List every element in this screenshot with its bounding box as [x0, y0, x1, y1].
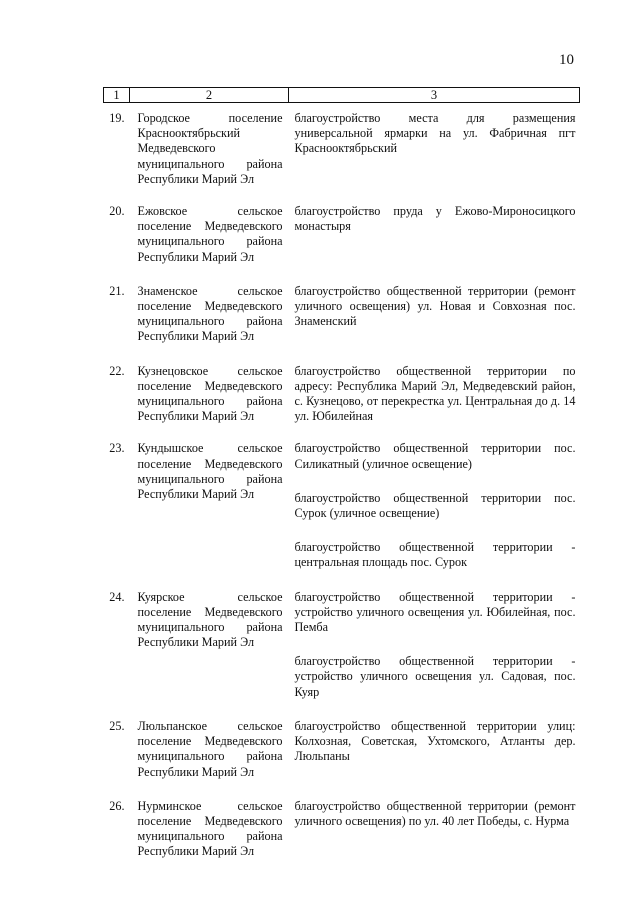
row-number: 22.	[109, 363, 125, 378]
settlement-name: Знаменское сельское поселение Медведевского муниципального района Республики Марий Эл	[137, 283, 283, 344]
work-description: благоустройство общественной территории (ремонт уличного освещения) ул. Новая и Совхозная пос. Знаменский	[294, 283, 576, 329]
work-description: благоустройство общественной территории (ремонт уличного освещения) по ул. 40 лет Победы, с. Нурма	[294, 798, 576, 828]
page-number: 10	[559, 52, 574, 68]
work-description-cell	[289, 571, 580, 700]
work-description: благоустройство общественной территории улиц: Колхозная, Советская, Ухтомского, Атланты дер. Люльпаны	[294, 718, 576, 764]
row-number: 23.	[109, 441, 125, 456]
row-number: 19.	[109, 111, 125, 125]
settlement-name: Куярское сельское поселение Медведевского муниципального района Республики Марий Эл	[137, 589, 283, 650]
work-description-cell	[289, 265, 580, 345]
table-header-row	[104, 88, 580, 103]
table-row	[104, 780, 580, 860]
work-description: благоустройство общественной территории - центральная площадь пос. Сурок	[294, 540, 576, 570]
row-number: 21.	[109, 283, 125, 298]
header-col-1: 1	[104, 88, 130, 103]
table-row	[104, 424, 580, 570]
work-description: благоустройство общественной территории по адресу: Республика Марий Эл, Медведевский район, с. Кузнецово, от перекрестка ул. Центральная до д. 14 ул. Юбилейная	[294, 363, 576, 424]
settlement-name: Городское поселение Краснооктябрьский Медведевского муниципального района Республики Марий Эл	[137, 111, 283, 186]
work-description: благоустройство пруда у Ежово-Мироносицкого монастыря	[294, 204, 576, 234]
table-row	[104, 345, 580, 425]
work-description: благоустройство места для размещения универсальной ярмарки на ул. Фабричная пгт Краснооктябрьский	[294, 111, 576, 156]
row-number: 20.	[109, 204, 125, 219]
settlement-name: Кундышское сельское поселение Медведевского муниципального района Республики Марий Эл	[137, 441, 283, 502]
settlements-table	[103, 87, 580, 860]
table-row	[104, 700, 580, 780]
table-row	[104, 187, 580, 265]
header-col-2: 2	[130, 88, 289, 103]
row-number: 25.	[109, 718, 125, 733]
work-description-cell	[289, 187, 580, 265]
settlement-name: Люльпанское сельское поселение Медведевского муниципального района Республики Марий Эл	[137, 718, 283, 779]
work-description-cell	[289, 700, 580, 780]
row-number: 26.	[109, 798, 125, 813]
work-description-cell	[289, 103, 580, 188]
settlement-name: Нурминское сельское поселение Медведевского муниципального района Республики Марий Эл	[137, 798, 283, 859]
row-number: 24.	[109, 589, 125, 604]
work-description: благоустройство общественной территории пос. Силикатный (уличное освещение)	[294, 441, 576, 471]
table-row	[104, 103, 580, 188]
work-description: благоустройство общественной территории - устройство уличного освещения ул. Садовая, пос. Куяр	[294, 654, 576, 699]
work-description-cell	[289, 424, 580, 570]
work-description: благоустройство общественной территории пос. Сурок (уличное освещение)	[294, 490, 576, 521]
work-description-cell	[289, 345, 580, 425]
table-row	[104, 571, 580, 700]
header-col-3: 3	[289, 88, 580, 103]
work-description-cell	[289, 780, 580, 860]
work-description: благоустройство общественной территории - устройство уличного освещения ул. Юбилейная, пос. Пемба	[294, 589, 576, 635]
table-row	[104, 265, 580, 345]
settlement-name: Кузнецовское сельское поселение Медведевского муниципального района Республики Марий Эл	[137, 363, 283, 424]
settlement-name: Ежовское сельское поселение Медведевского муниципального района Республики Марий Эл	[137, 204, 283, 264]
